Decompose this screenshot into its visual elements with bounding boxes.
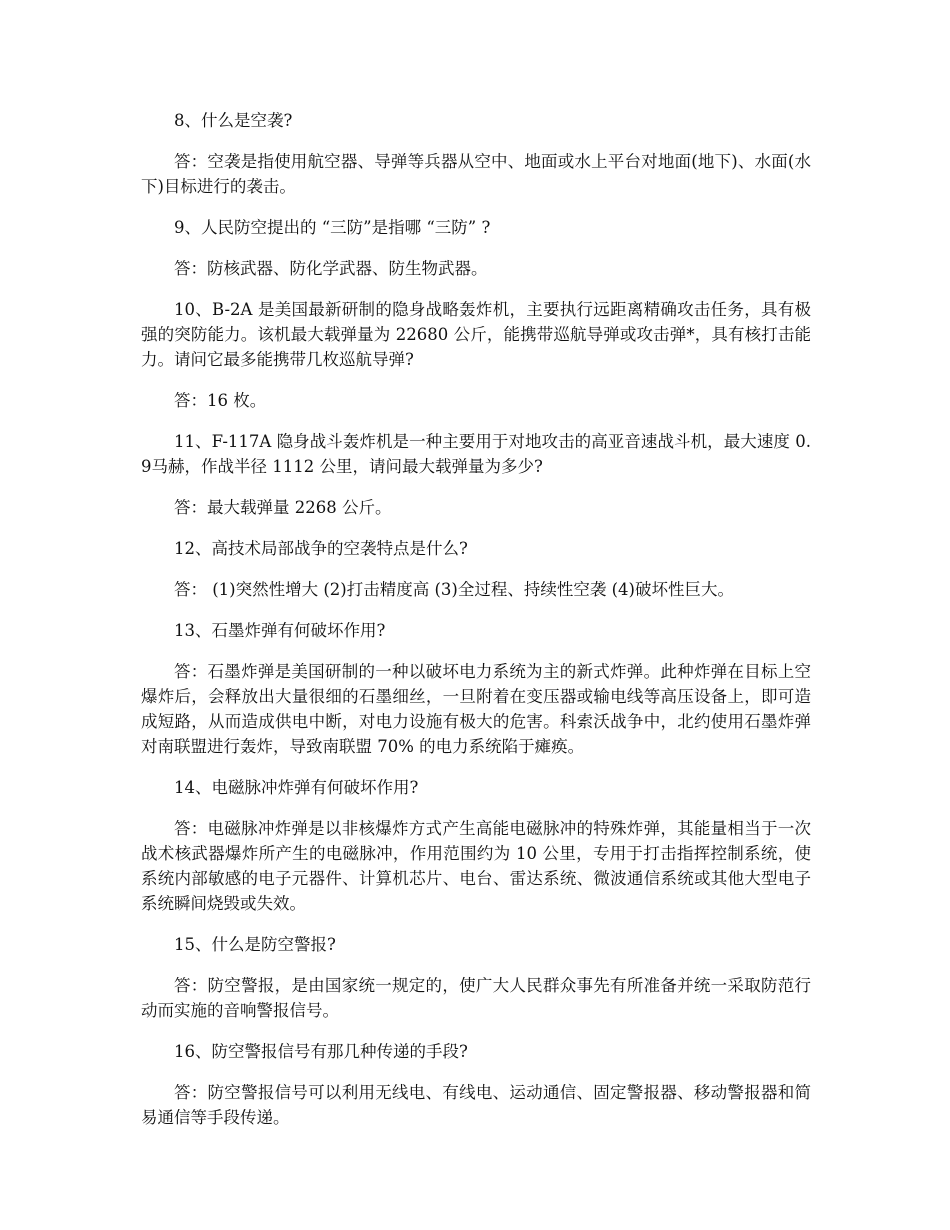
document-body xyxy=(141,108,811,1146)
question-8: 8、什么是空袭? xyxy=(174,111,293,130)
question-11: 11、F-117A 隐身战斗轰炸机是一种主要用于对地攻击的高亚音速战斗机，最大速度 0.9马赫，作战半径 1112 公里，请问最大载弹量为多少? xyxy=(141,432,811,476)
answer-13: 答：石墨炸弹是美国研制的一种以破坏电力系统为主的新式炸弹。此种炸弹在目标上空爆炸后，会释放出大量很细的石墨细丝，一旦附着在变压器或输电线等高压设备上，即可造成短路，从而造成供电中断，对电力设施有极大的危害。科索沃战争中，北约使用石墨炸弹对南联盟进行轰炸，导致南联盟 70% 的电力系统陷于瘫痪。 xyxy=(141,662,811,756)
answer-15: 答：防空警报，是由国家统一规定的，使广大人民群众事先有所准备并统一采取防范行动而实施的音响警报信号。 xyxy=(141,976,811,1020)
question-15: 15、什么是防空警报? xyxy=(174,935,336,954)
answer-16: 答：防空警报信号可以利用无线电、有线电、运动通信、固定警报器、移动警报器和简易通信等手段传递。 xyxy=(141,1083,811,1127)
question-14: 14、电磁脉冲炸弹有何破坏作用? xyxy=(174,778,419,797)
answer-9: 答：防核武器、防化学武器、防生物武器。 xyxy=(174,259,488,278)
answer-11: 答：最大载弹量 2268 公斤。 xyxy=(174,498,392,517)
answer-10: 答：16 枚。 xyxy=(174,391,267,410)
answer-14: 答：电磁脉冲炸弹是以非核爆炸方式产生高能电磁脉冲的特殊炸弹，其能量相当于一次战术核武器爆炸所产生的电磁脉冲，作用范围约为 10 公里，专用于打击指挥控制系统，使系统内部敏感的电子元器件、计算机芯片、电台、雷达系统、微波通信系统或其他大型电子系统瞬间烧毁或失效。 xyxy=(141,819,811,913)
question-10: 10、B-2A 是美国最新研制的隐身战略轰炸机，主要执行远距离精确攻击任务，具有极强的突防能力。该机最大载弹量为 22680 公斤，能携带巡航导弹或攻击弹*，具有核打击能力。请问它最多能携带几枚巡航导弹? xyxy=(141,300,811,369)
question-9: 9、人民防空提出的 “三防”是指哪 “三防” ? xyxy=(174,218,491,237)
question-13: 13、石墨炸弹有何破坏作用? xyxy=(174,621,386,640)
answer-8: 答：空袭是指使用航空器、导弹等兵器从空中、地面或水上平台对地面(地下)、水面(水下)目标进行的袭击。 xyxy=(141,152,811,196)
question-12: 12、高技术局部战争的空袭特点是什么? xyxy=(174,539,468,558)
question-16: 16、防空警报信号有那几种传递的手段? xyxy=(174,1042,468,1061)
answer-12: 答： (1)突然性增大 (2)打击精度高 (3)全过程、持续性空袭 (4)破坏性巨大。 xyxy=(174,580,734,599)
